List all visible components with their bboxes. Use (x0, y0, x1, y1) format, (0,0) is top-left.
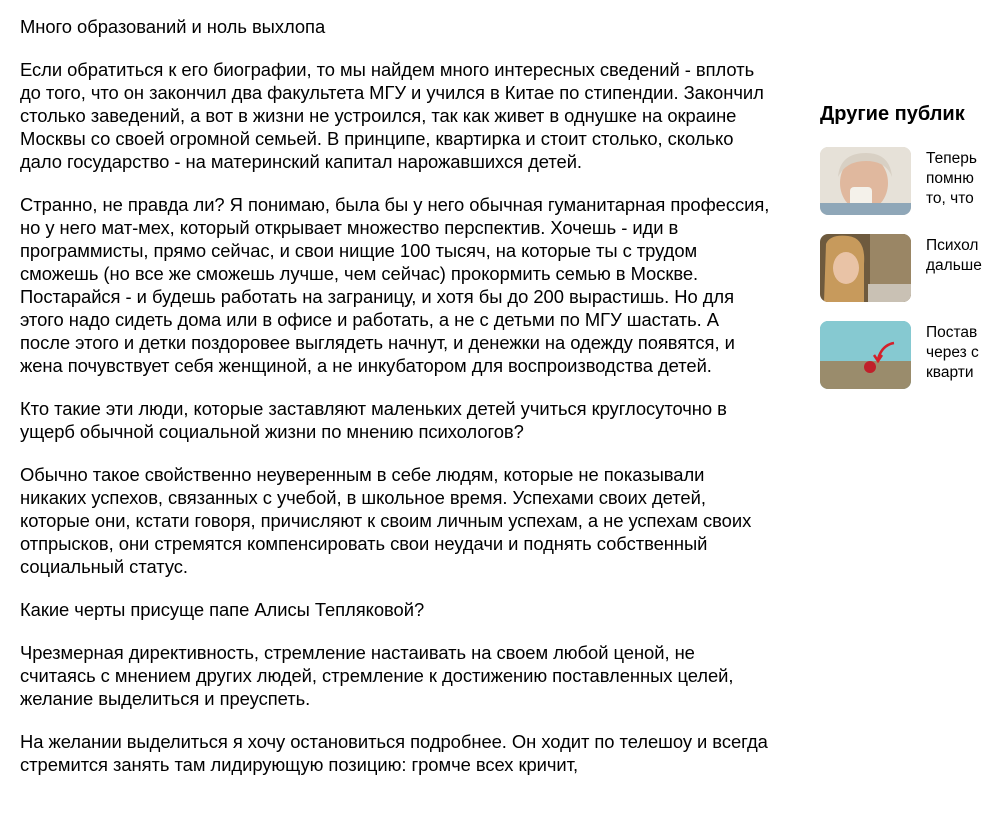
publication-card-title[interactable]: Психол дальше (926, 237, 982, 274)
article-paragraph: На желании выделиться я хочу остановиться подробнее. Он ходит по телешоу и всегда стремится занять там лидирующую позицию: громче всех кричит, (20, 731, 768, 775)
publication-card[interactable] (820, 234, 982, 302)
publication-card[interactable] (820, 321, 982, 389)
article-paragraph: Обычно такое свойственно неуверенным в себе людям, которые не показывали никаких успехов, связанных с учебой, в школьное время. Успехами своих детей, которые они, кстати говоря, причисляют к своим личным успехам, а не успехам своих отпрысков, они стремятся компенсировать свои неудачи и поднять собственный социальный статус. (20, 464, 752, 577)
publication-card-title[interactable]: Постав через с кварти (926, 324, 979, 381)
elderly-woman-thumbnail-icon[interactable] (820, 147, 911, 215)
article-paragraph: Чрезмерная директивность, стремление настаивать на своем любой ценой, не считаясь с мнением других людей, стремление к достижению поставленных целей, желание выделиться и преуспеть. (20, 642, 734, 709)
section-heading: Много образований и ноль выхлопа (20, 16, 326, 37)
other-publications-sidebar (820, 100, 982, 408)
article-paragraph: Странно, не правда ли? Я понимаю, была бы у него обычная гуманитарная профессия, но у него мат-мех, который открывает множество перспектив. Хочешь - иди в программисты, прямо сейчас, и свои нищие 100 тысяч, на которые ты с трудом сможешь (но все же сможешь лучше, чем сейчас) прокормить семью в Москве. Постарайся - и будешь работать на заграницу, и хотя бы до 200 вырастишь. Но для этого надо сидеть дома или в офисе и работать, а не с детьми по МГУ шастать. А после этого и детки поздоровее выглядеть начнут, и денежки на одежду появятся, и жена почувствует себя женщиной, а не инкубатором для воспроизводства детей. (20, 194, 770, 376)
article-paragraph: Если обратиться к его биографии, то мы найдем много интересных сведений - вплоть до того, что он закончил два факультета МГУ и учился в Китае по стипендии. Закончил столько заведений, а вот в жизни не устроился, так как живет в однушке на окраине Москвы со своей огромной семьей. В принципе, квартирка и стоит столько, сколько дало государство - на материнский капитал нарожавшихся детей. (20, 59, 764, 172)
article-body (20, 15, 770, 796)
article-paragraph: Какие черты присуще папе Алисы Тепляковой? (20, 599, 425, 620)
publication-card[interactable] (820, 147, 982, 215)
girl-thumbnail-icon[interactable] (820, 234, 911, 302)
red-arrow-ball-thumbnail-icon[interactable] (820, 321, 911, 389)
sidebar-title: Другие публик (820, 103, 965, 125)
article-paragraph: Кто такие эти люди, которые заставляют маленьких детей учиться круглосуточно в ущерб обычной социальной жизни по мнению психологов? (20, 398, 727, 442)
publication-card-title[interactable]: Теперь помню то, что (926, 150, 977, 207)
